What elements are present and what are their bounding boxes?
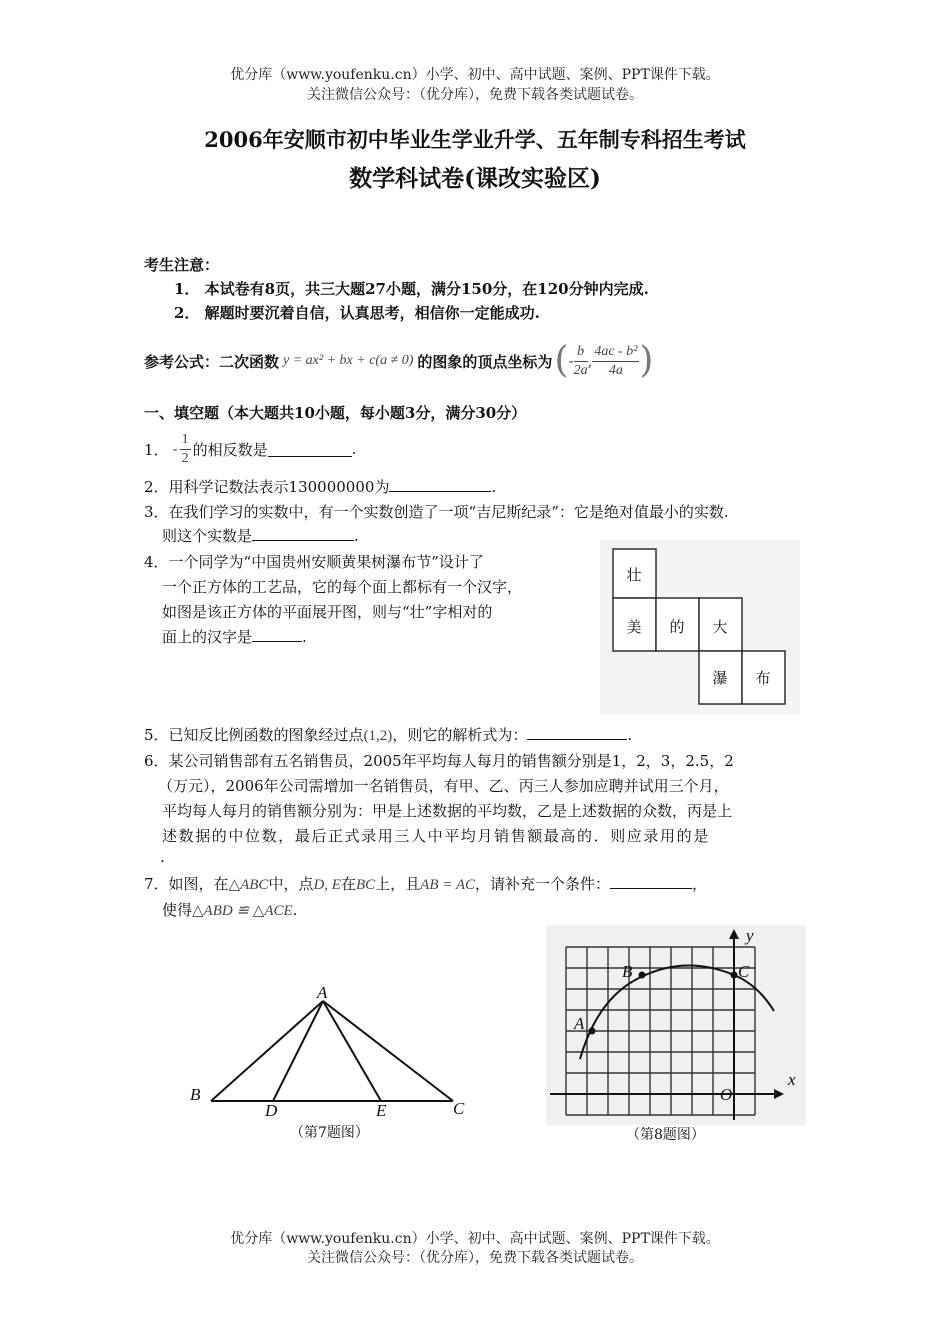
q1-answer-blank[interactable]	[268, 442, 352, 457]
question-5: 5．已知反比例函数的图象经过点(1,2)，则它的解析式为： .	[144, 726, 633, 744]
q7-line-2: 使得△ABD ≌ △ACE.	[162, 901, 298, 919]
q5-answer-blank[interactable]	[527, 725, 627, 740]
net-char: 大	[712, 620, 728, 636]
net-char: 美	[626, 620, 642, 636]
exam-subtitle: 数学科试卷(课改实验区)	[349, 165, 601, 192]
points-de: D, E	[313, 877, 341, 893]
vertex-y-fraction: $\frac{\text{4ac - b²}}{4a}$	[594, 343, 638, 378]
q7-answer-blank[interactable]	[610, 874, 692, 889]
figure-8-caption: （第8题图）	[626, 1127, 705, 1143]
q2-answer-blank[interactable]	[389, 477, 491, 492]
section-heading: 一、填空题（本大题共10小题，每小题3分，满分30分）	[144, 404, 527, 422]
q2-text: 用科学记数法表示130000000为	[168, 478, 390, 496]
label-b: B	[622, 962, 633, 981]
label-y: y	[746, 926, 754, 945]
q6-line-1: 某公司销售部有五名销售员，2005年平均每人每月的销售额分别是1，2，3，2.5，2	[168, 752, 734, 770]
congruence-statement: △ABD ≌ △ACE	[192, 903, 293, 919]
q4-answer-blank[interactable]	[252, 627, 302, 642]
formula-prefix: 参考公式：二次函数	[144, 352, 280, 371]
quadratic-expression: y = ax² + bx + c(a ≠ 0)	[283, 353, 414, 368]
q3-line-2: 则这个实数是	[162, 527, 253, 545]
figure-7-triangle	[180, 980, 480, 1125]
question-3-line-2: 则这个实数是 .	[162, 527, 359, 545]
point-c	[731, 972, 738, 979]
label-o: O	[720, 1085, 733, 1104]
notice-label: 考生注意：	[144, 256, 220, 274]
right-paren: )	[639, 340, 654, 381]
q6-line-3: 平均每人每月的销售额分别为：甲是上述数据的平均数，乙是上述数据的众数，丙是上	[162, 802, 733, 820]
q4-line-2: 一个正方体的工艺品，它的每个面上都标有一个汉字，	[162, 578, 523, 596]
notice-item-2: 2． 解题时要沉着自信，认真思考，相信你一定能成功.	[174, 304, 540, 322]
net-char: 瀑	[712, 671, 728, 687]
question-3	[144, 501, 729, 522]
header-line-2: 关注微信公众号：（优分库），免费下载各类试题试卷。	[307, 87, 643, 103]
question-1: 1． - $\frac{1}{2}$ 的相反数是 .	[144, 431, 357, 466]
question-number: 1．	[144, 440, 169, 459]
segment-ae	[323, 1001, 381, 1101]
question-number: 6．	[144, 752, 169, 770]
q6-line-2: （万元），2006年公司需增加一名销售员，有甲、乙、丙三人参加应聘并试用三个月，	[158, 777, 729, 795]
q4-line-1: 一个同学为“中国贵州安顺黄果树瀑布节”设计了	[168, 553, 484, 571]
figure-7-caption: （第7题图）	[290, 1125, 369, 1141]
q5-text-2: ，则它的解析式为：	[392, 726, 528, 744]
q4-line-3: 如图是该正方体的平面展开图，则与“壮”字相对的	[162, 603, 493, 621]
net-char: 的	[669, 620, 685, 636]
question-4	[144, 551, 484, 572]
question-number: 7．	[144, 875, 169, 893]
q3-line-1: 在我们学习的实数中，有一个实数创造了一项“吉尼斯纪录”：它是绝对值最小的实数.	[168, 503, 729, 521]
question-number: 5．	[144, 726, 169, 744]
reference-formula: 参考公式：二次函数 y = ax² + bx + c(a ≠ 0) 的图象的顶点坐标为 ( - $\frac{b}{2a}$ , $\frac{\text{4ac - b²}}{4a}$ )	[144, 340, 654, 381]
q5-text: 已知反比例函数的图象经过点	[168, 726, 364, 744]
q1-text: 的相反数是	[192, 440, 268, 459]
point-b	[639, 972, 646, 979]
q1-fraction: $\frac{1}{2}$	[181, 431, 189, 466]
q6-line-4: 述数据的中位数，最后正式录用三人中平均月销售额最高的．则应录用的是	[162, 827, 710, 845]
header-line-1: 优分库（www.youfenku.cn）小学、初中、高中试题、案例、PPT课件下载。	[230, 67, 720, 83]
label-c: C	[738, 962, 750, 981]
label-a: A	[574, 1014, 585, 1033]
question-6	[144, 750, 734, 771]
point-a	[589, 1028, 596, 1035]
exam-title: 2006年安顺市初中毕业生学业升学、五年制专科招生考试	[204, 127, 746, 152]
net-char: 壮	[626, 568, 642, 584]
triangle-abc: △ABC	[228, 877, 269, 893]
label-b: B	[190, 1085, 201, 1104]
question-number: 4．	[144, 553, 169, 571]
net-char: 布	[755, 671, 771, 687]
equation-ab-ac: AB = AC	[420, 877, 475, 893]
segment-ad	[273, 1001, 323, 1101]
label-x: x	[788, 1070, 796, 1089]
q4-line-4-wrap: 面上的汉字是 .	[162, 628, 307, 646]
q3-answer-blank[interactable]	[252, 526, 354, 541]
vertex-x-fraction: $\frac{b}{2a}$	[573, 343, 588, 378]
q5-point: (1,2)	[363, 728, 393, 744]
cube-net-figure	[600, 540, 800, 715]
question-7: 7．如图，在△ABC中，点D, E在BC上，且AB = AC，请补充一个条件： ，	[144, 875, 708, 893]
footer-line-1: 优分库（www.youfenku.cn）小学、初中、高中试题、案例、PPT课件下载。	[230, 1231, 720, 1247]
left-paren: (	[554, 340, 569, 381]
label-a: A	[317, 983, 328, 1002]
q4-line-4: 面上的汉字是	[162, 628, 253, 646]
question-2: 2．用科学记数法表示130000000为 .	[144, 478, 497, 496]
q6-line-5: .	[160, 848, 165, 866]
footer-line-2: 关注微信公众号：（优分库），免费下载各类试题试卷。	[307, 1250, 643, 1266]
label-c: C	[453, 1099, 465, 1118]
segment-bc: BC	[355, 877, 376, 893]
notice-item-1: 1． 本试卷有8页，共三大题27小题，满分150分，在120分钟内完成.	[174, 280, 649, 298]
figure-8-grid-arc	[546, 925, 806, 1125]
formula-middle: 的图象的顶点坐标为	[417, 352, 553, 371]
label-e: E	[376, 1101, 387, 1120]
label-d: D	[265, 1101, 278, 1120]
segment-ac	[323, 1001, 453, 1101]
segment-ab	[211, 1001, 323, 1101]
question-number: 2．	[144, 478, 169, 496]
question-number: 3．	[144, 503, 169, 521]
